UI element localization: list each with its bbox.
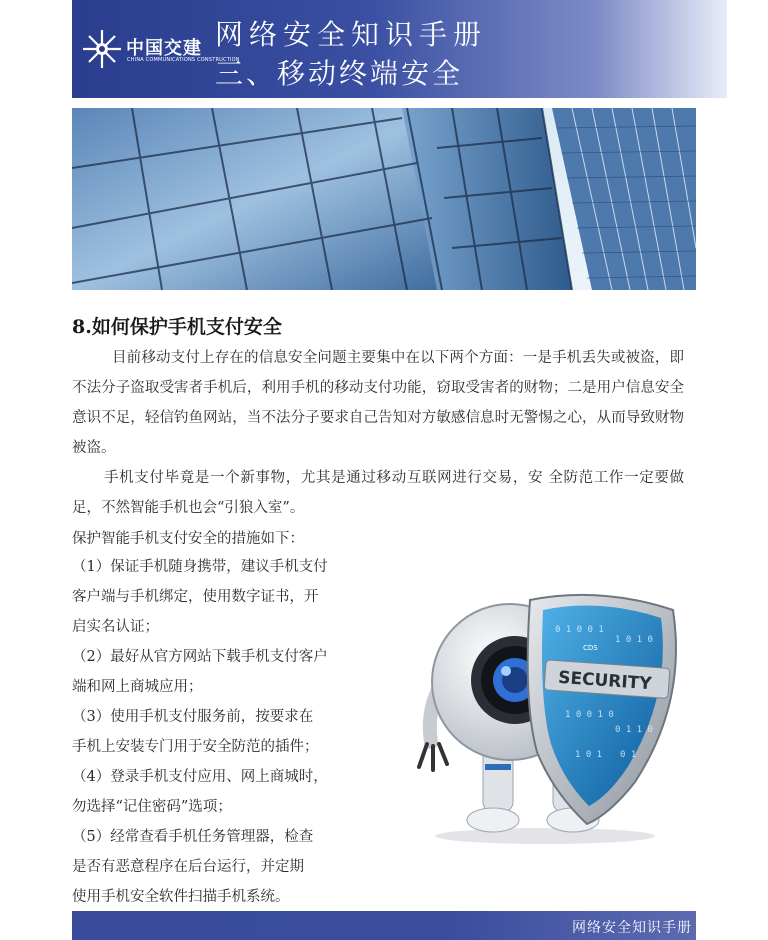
building-photo [72,108,696,290]
header-banner [72,0,727,98]
list-item: （4）登录手机支付应用、网上商城时， 勿选择“记住密码”选项； [72,769,328,815]
security-robot-illustration [405,592,685,847]
paragraph-2: 手机支付毕竟是一个新事物，尤其是通过移动互联网进行交易，安 全防范工作一定要做足，不然智能手机也会“引狼入室”。 [72,470,684,516]
section-title: 8.如何保护手机支付安全 [72,316,282,338]
footer-title: 网络安全知识手册 [572,920,692,936]
svg-text:0 1: 0 1 [620,750,637,760]
shield-brand: CDS [583,644,598,652]
logo-mark-icon [80,27,124,71]
svg-text:1 0 1: 1 0 1 [575,750,603,760]
paragraph-1: 目前移动支付上存在的信息安全问题主要集中在以下两个方面：一是手机丢失或被盗，即不法分子盗取受害者手机后，利用手机的移动支付功能，窃取受害者的财物；二是用户信息安全意识不足，轻信钓鱼网站，当不法分子要求自己告知对方敏感信息时无警惕之心，从而导致财物被盗。 [72,350,684,456]
chapter-title: 三、移动终端安全 [215,57,464,90]
list-item: （2）最好从官方网站下载手机支付客户 端和网上商城应用； [72,649,328,695]
svg-text:0 1 0 0 1: 0 1 0 0 1 [555,625,604,635]
logo-subtext: CHINA COMMUNICATIONS CONSTRUCTION [127,57,240,63]
list-item: （3）使用手机支付服务前，按要求在 手机上安装专门用于安全防范的插件； [72,709,319,755]
logo-text: 中国交建 [126,38,202,59]
list-item: （1）保证手机随身携带，建议手机支付 客户端与手机绑定，使用数字证书，开 启实名认证； [72,559,328,635]
svg-text:1 0 1 0: 1 0 1 0 [615,635,653,645]
shield-label: SECURITY [557,667,653,695]
list-item: （5）经常查看手机任务管理器，检查 是否有恶意程序在后台运行，并定期 使用手机安全软件扫描手机系统。 [72,829,314,905]
measures-list [72,552,362,912]
svg-text:1 0 0 1 0: 1 0 0 1 0 [565,710,614,720]
footer-bar [72,911,696,940]
measures-intro: 保护智能手机支付安全的措施如下： [72,531,304,547]
svg-text:0 1 1 0: 0 1 1 0 [615,725,653,735]
page-title: 网络安全知识手册 [215,18,488,51]
